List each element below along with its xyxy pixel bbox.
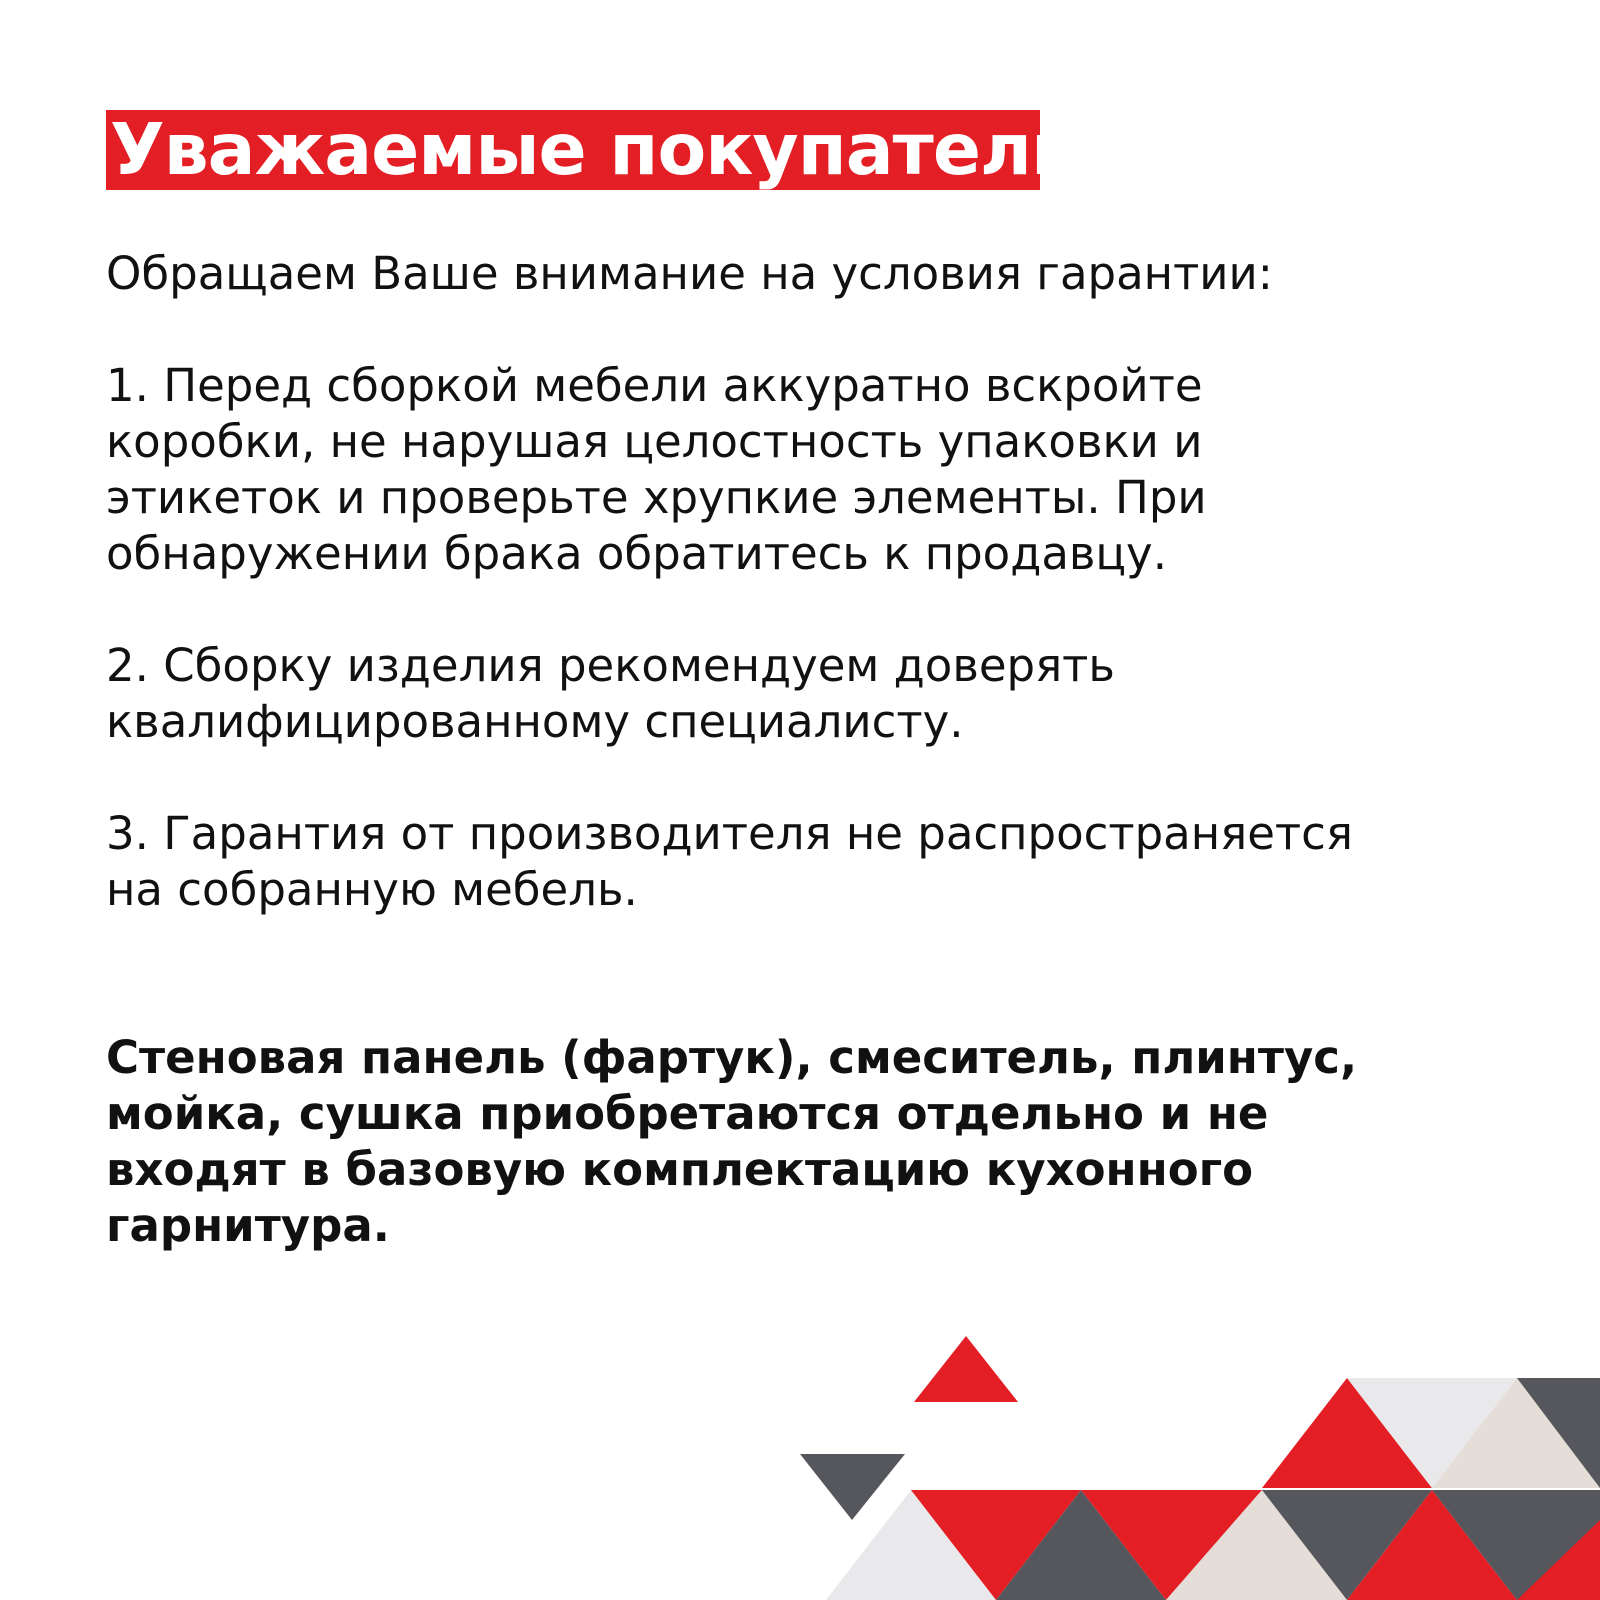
note-line: мойка, сушка приобретаются отдельно и не <box>106 1087 1269 1140</box>
note-line: гарнитура. <box>106 1199 390 1252</box>
bold-note <box>106 1030 1526 1254</box>
item-line: 1. Перед сборкой мебели аккуратно вскройте <box>106 359 1203 412</box>
triangle-red <box>911 1490 1081 1600</box>
triangle-red <box>1081 1490 1262 1600</box>
triangle-light <box>826 1490 996 1600</box>
warranty-item-2 <box>106 638 1506 750</box>
warranty-content <box>106 246 1506 974</box>
triangle-light <box>1347 1378 1517 1488</box>
item-line: обнаружении брака обратитесь к продавцу. <box>106 527 1167 580</box>
intro-text: Обращаем Ваше внимание на условия гарантии: <box>106 247 1273 300</box>
item-line: квалифицированному специалисту. <box>106 695 964 748</box>
triangle-dark <box>996 1490 1166 1600</box>
item-line: коробки, не нарушая целостность упаковки и <box>106 415 1203 468</box>
triangle-dark <box>1517 1378 1600 1488</box>
item-line: 3. Гарантия от производителя не распространяется <box>106 807 1353 860</box>
triangle-red <box>1517 1520 1600 1600</box>
triangle-beige <box>1432 1378 1600 1488</box>
triangle-dark <box>1432 1490 1600 1600</box>
item-line: 2. Сборку изделия рекомендуем доверять <box>106 639 1115 692</box>
triangle-red-top <box>914 1336 1018 1402</box>
title-banner <box>106 108 1080 191</box>
warranty-item-3 <box>106 806 1506 918</box>
triangle-red <box>1347 1490 1517 1600</box>
triangle-dark-small <box>800 1454 905 1520</box>
triangle-red <box>1262 1378 1432 1488</box>
note-line: Стеновая панель (фартук), смеситель, плинтус, <box>106 1031 1358 1084</box>
note-line: входят в базовую комплектацию кухонного <box>106 1143 1254 1196</box>
warranty-item-1 <box>106 358 1506 582</box>
triangle-beige <box>1166 1490 1347 1600</box>
page-title: Уважаемые покупатели <box>110 108 1080 191</box>
triangle-dark <box>1262 1490 1432 1600</box>
item-line: этикеток и проверьте хрупкие элементы. При <box>106 471 1207 524</box>
item-line: на собранную мебель. <box>106 863 638 916</box>
